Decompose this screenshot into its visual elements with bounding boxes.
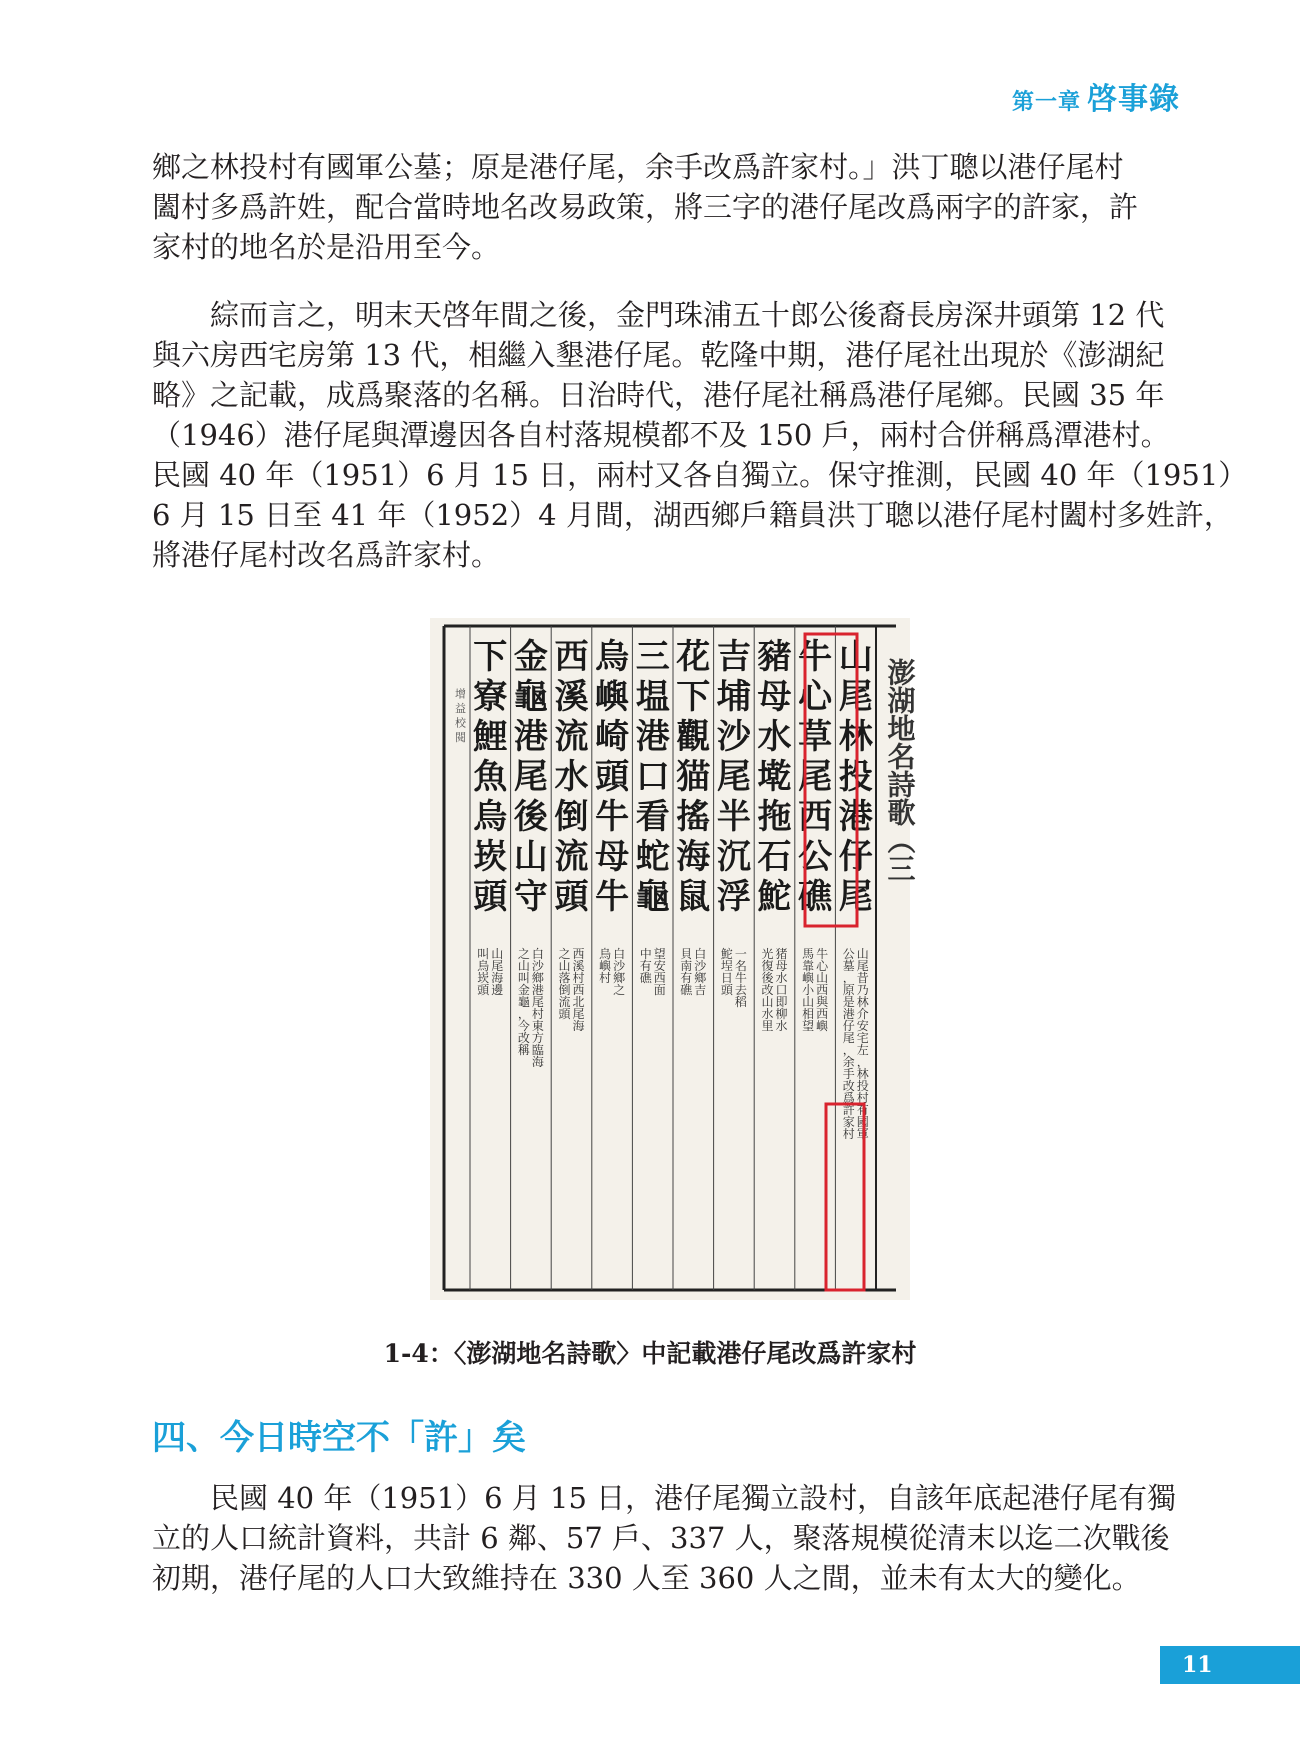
verse-column: 下寮鯉魚烏崁頭 — [473, 637, 508, 917]
verse-column: 花下觀猫搖海鼠 — [676, 637, 711, 917]
annotation-column: 山尾昔乃林介安宅左，林投村有國軍公墓，原是港仔尾，余手改爲許家村 — [842, 947, 869, 1141]
verse-column: 烏嶼崎頭牛母牛 — [595, 637, 630, 917]
annotation-column: 白沙鄉港尾村東方臨海之山叫金龜，今改稱 — [517, 947, 544, 1069]
section-heading: 四、今日時空不「許」矣 — [152, 1418, 526, 1458]
annotation-column: 牛心山西與西嶼馬靠嶼小山相望 — [802, 947, 829, 1033]
manuscript-figure — [430, 618, 917, 1300]
page-number: 11 — [1160, 1646, 1300, 1684]
text-line: 立的人口統計資料，共計 6 鄰、57 戶、337 人，聚落規模從清末以迄二次戰後 — [152, 1521, 1170, 1555]
verse-column: 金龜港尾後山守 — [513, 637, 548, 917]
text-line: 6 月 15 日至 41 年（1952）4 月間，湖西鄉戶籍員洪丁聰以港仔尾村闔村多姓許， — [152, 498, 1233, 532]
annotation-column: 望安西面中有礁 — [639, 947, 666, 997]
verse-column: 豬母水墘拖石鮀 — [757, 637, 792, 917]
figure-caption: 1-4：〈澎湖地名詩歌〉中記載港仔尾改爲許家村 — [383, 1339, 917, 1368]
annotation-column: 山尾海邊叫烏崁頭 — [477, 947, 504, 997]
text-line: （1946）港仔尾與潭邊因各自村落規模都不及 150 戶，兩村合併稱爲潭港村。 — [152, 418, 1170, 452]
text-line: 闔村多爲許姓，配合當時地名改易政策，將三字的港仔尾改爲兩字的許家，許 — [152, 190, 1139, 224]
text-line: 鄉之林投村有國軍公墓；原是港仔尾，余手改爲許家村。」洪丁聰以港仔尾村 — [152, 150, 1124, 184]
text-line: 民國 40 年（1951）6 月 15 日，兩村又各自獨立。保守推測，民國 40 年（1951） — [152, 458, 1248, 492]
text-line: 將港仔尾村改名爲許家村。 — [152, 538, 501, 572]
verse-column: 西溪流水倒流頭 — [554, 637, 589, 917]
side-note: 增 益 校 閱 — [453, 688, 467, 743]
verse-column: 牛心草尾西公礁 — [798, 637, 833, 917]
chapter-title: 啓事錄 — [1087, 82, 1180, 117]
verse-column: 吉埔沙尾半沉浮 — [716, 637, 751, 917]
chapter-header — [1012, 74, 1180, 118]
annotation-column: 西溪村西北尾海之山落倒流頭 — [558, 947, 585, 1033]
verse-column: 山尾林投港仔尾 — [838, 637, 873, 917]
annotation-column: 白沙鄉之烏嶼村 — [599, 947, 626, 997]
chapter-number: 第一章 — [1011, 90, 1081, 115]
paragraph-3 — [152, 1478, 1178, 1598]
annotation-column: 猪母水口即柳水光復後改山水里 — [761, 947, 788, 1033]
text-line: 初期，港仔尾的人口大致維持在 330 人至 360 人之間，並未有太大的變化。 — [152, 1561, 1141, 1595]
text-line: 綜而言之，明末天啓年間之後，金門珠浦五十郎公後裔長房深井頭第 12 代 — [152, 298, 1165, 332]
manuscript-image — [430, 618, 917, 1300]
annotation-column: 一名牛去稻鮀埕日頭 — [720, 947, 747, 1009]
verse-column: 三塭港口看蛇龜 — [635, 637, 670, 917]
text-line: 略》之記載，成爲聚落的名稱。日治時代，港仔尾社稱爲港仔尾鄉。民國 35 年 — [152, 378, 1165, 412]
annotation-column: 白沙鄉吉貝南有礁 — [680, 947, 707, 997]
text-line: 家村的地名於是沿用至今。 — [152, 230, 501, 264]
paragraph-2 — [152, 295, 1248, 575]
right-edge-title: 澎湖地名詩歌（三 — [883, 658, 917, 882]
text-line: 民國 40 年（1951）6 月 15 日，港仔尾獨立設村，自該年底起港仔尾有獨 — [152, 1481, 1177, 1515]
paragraph-1 — [152, 147, 1178, 267]
text-line: 與六房西宅房第 13 代，相繼入墾港仔尾。乾隆中期，港仔尾社出現於《澎湖紀 — [152, 338, 1165, 372]
